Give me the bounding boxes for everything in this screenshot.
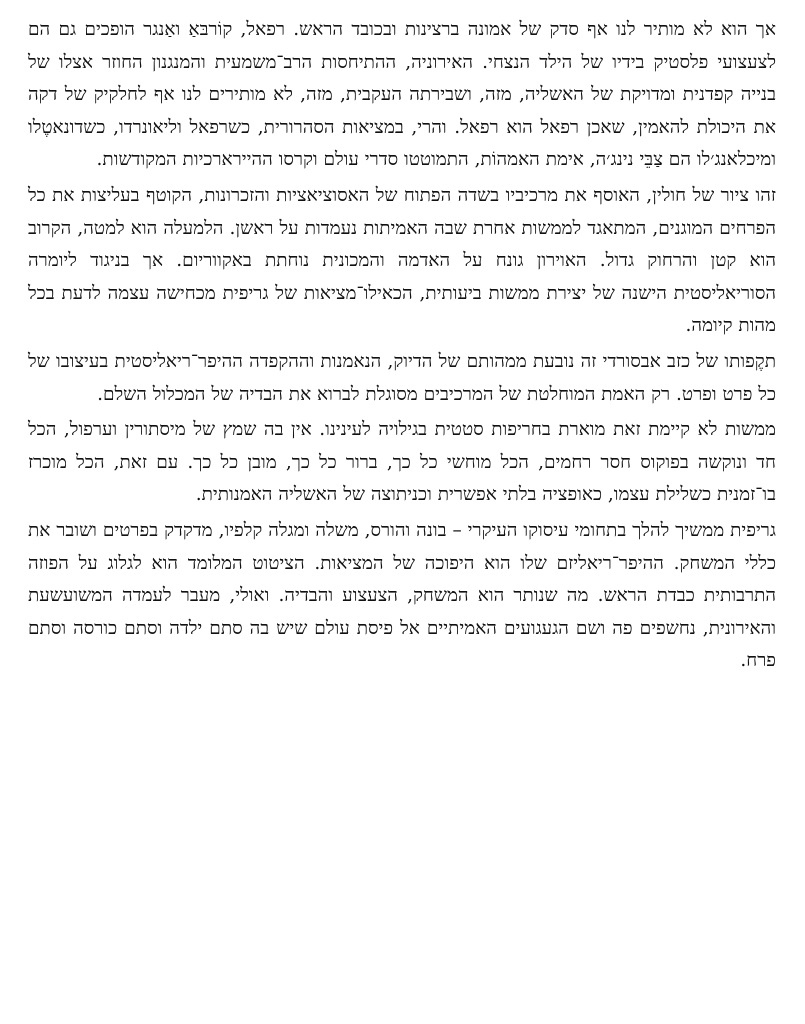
document-page [28,14,776,678]
paragraph-5: גריפית ממשיך להלך בתחומי עיסוקו העיקרי – בונה והורס, משלה ומגלה קלפיו, מדקדק בפרטים ושובר את כללי המשחק. ההיפר־ריאליזם שלו הוא היפוכה של המציאות. הציטוט המלומד הוא לגלוג על הפוזה התרבותית כבדת הראש. מה שנותר הוא המשחק, הצעצוע והבדיה. ואולי, מעבר לעמדה המשועשעת והאירונית, נחשפים פה ושם הגעגועים האמיתיים אל פיסת עולם שיש בה סתם ילדה וסתם כורסה וסתם פרח. [28,519,776,672]
paragraph-2: זהו ציור של חולין, האוסף את מרכיביו בשדה הפתוח של האסוציאציות והזכרונות, הקוטף בעליצות את כל הפרחים המוגנים, המתאגד לממשות אחרת שבה האמיתות נעמדות על ראשן. הלמעלה הוא למטה, הקרוב הוא קטן והרחוק גדול. האוירון גונח על האדמה והמכונית נוחתת באקווריום. אך בניגוד ליומרה הסוריאליסטית הישנה של יצירת ממשות ביעותית, הכאילו־מציאות של גריפית מכחישה עצמה לדעת בכל מהות קיומה. [28,184,776,337]
paragraph-3: תקֶפותו של כזב אבסורדי זה נובעת ממהותם של הדיוק, הנאמנות וההקפדה ההיפר־ריאליסטית בעיצובו של כל פרט ופרט. רק האמת המוחלטת של המרכיבים מסוגלת לברוא את הבדיה של המכלול השלם. [28,350,776,405]
paragraph-4: ממשות לא קיימת זאת מוארת בחריפות סטטית בגילויה לעינינו. אין בה שמץ של מיסתורין וערפול, הכל חד ונוקשה בפוקוס חסר רחמים, הכל מוחשי כל כך, ברור כל כך, מובן כל כך. עם זאת, הכל מוכרז בו־זמנית כשלילת עצמו, כאופציה בלתי אפשרית וכניתוצה של האשליה האמנותית. [28,419,776,506]
paragraph-1: אך הוא לא מותיר לנו אף סדק של אמונה ברצינות ובכובד הראש. רפאל, קוֹרבּאַ ואַנגר הופכים גם הם לצעצועי פלסטיק בידיו של הילד הנצחי. האירוניה, ההתיחסות הרב־משמעית והמנגנון החוזר אצלו של בנייה קפדנית ומדויקת של האשליה, מזה, ושבירתה העקבית, מזה, לא מותירים לנו אף לחלקיק של דקה את היכולת להאמין, שאכן רפאל הוא רפאל. והרי, במציאות הסהרורית, כשרפאל וליאונרדו, כשדונאטֶלו ומיכלאנג׳לו הם צַבֵּי נינג׳ה, אימת האמהוֹת, התמוטטו סדרי עולם וקרסו ההיירארכיות המקודשות. [28,19,776,171]
